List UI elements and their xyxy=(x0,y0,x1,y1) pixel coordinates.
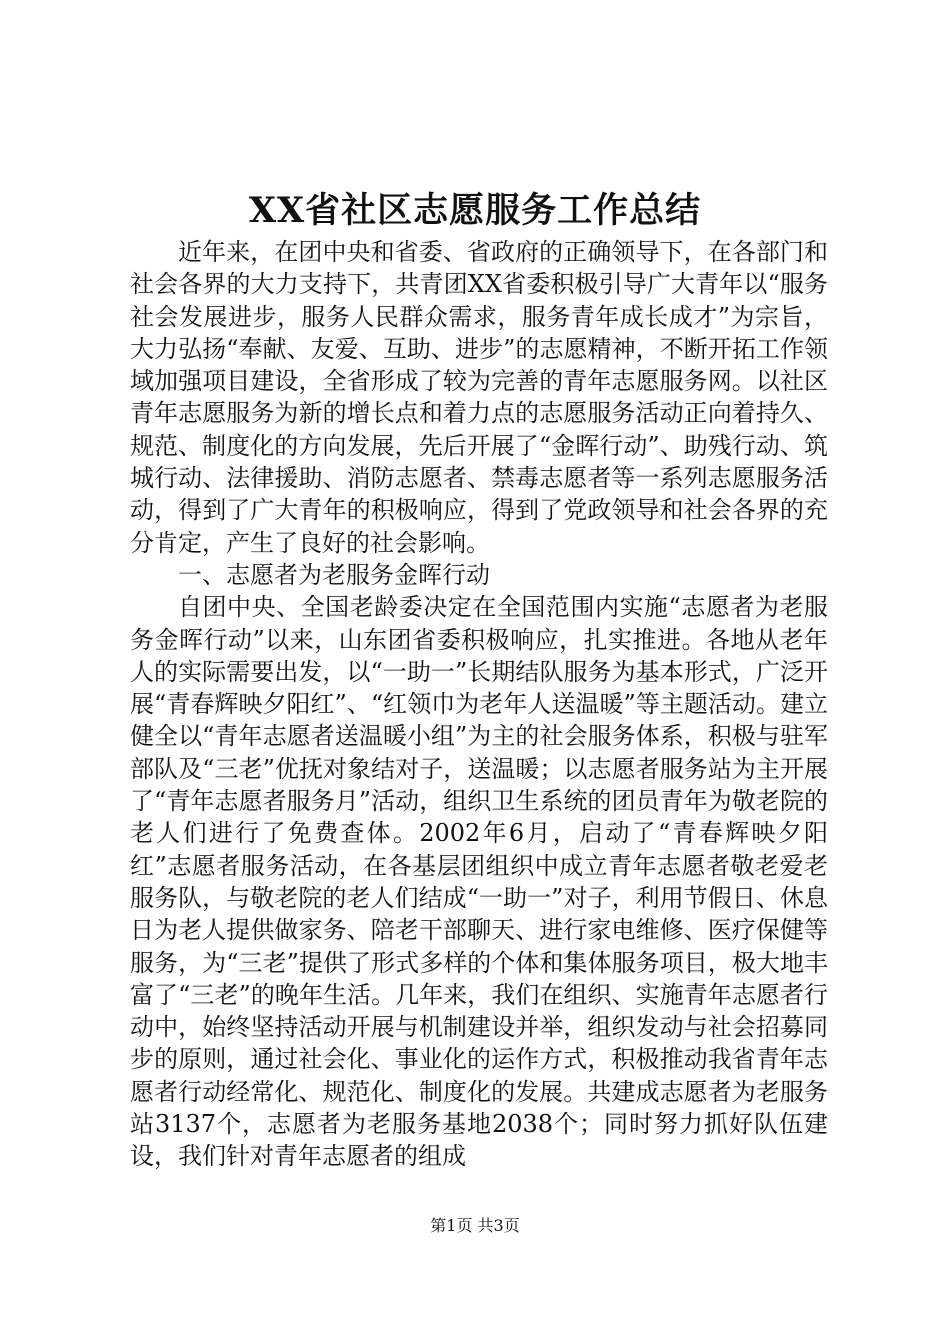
page-number-footer: 第1页 共3页 xyxy=(430,1216,520,1235)
document-title: XX省社区志愿服务工作总结 xyxy=(248,190,702,231)
body-paragraph: 自团中央、全国老龄委决定在全国范围内实施“志愿者为老服务金晖行动”以来，山东团省委积极响应，扎实推进。各地从老年人的实际需要出发，以“一助一”长期结队服务为基本形式，广泛开展“青春辉映夕阳红”、“红领巾为老年人送温暖”等主题活动。建立健全以“青年志愿者送温暖小组”为主的社会服务体系，积极与驻军部队及“三老”优抚对象结对子，送温暖；以志愿者服务站为主开展了“青年志愿者服务月”活动，组织卫生系统的团员青年为敬老院的老人们进行了免费查体。2002年6月，启动了“青春辉映夕阳红”志愿者服务活动，在各基层团组织中成立青年志愿者敬老爱老服务队，与敬老院的老人们结成“一助一”对子，利用节假日、休息日为老人提供做家务、陪老干部聊天、进行家电维修、医疗保健等服务，为“三老”提供了形式多样的个体和集体服务项目，极大地丰富了“三老”的晚年生活。几年来，我们在组织、实施青年志愿者行动中，始终坚持活动开展与机制建设并举，组织发动与社会招募同步的原则，通过社会化、事业化的运作方式，积极推动我省青年志愿者行动经常化、规范化、制度化的发展。共建成志愿者为老服务站3137个，志愿者为老服务基地2038个；同时努力抓好队伍建设，我们针对青年志愿者的组成 xyxy=(130,593,828,1171)
document-body xyxy=(130,236,828,1173)
section-heading: 一、志愿者为老服务金晖行动 xyxy=(178,560,490,589)
intro-paragraph: 近年来，在团中央和省委、省政府的正确领导下，在各部门和社会各界的大力支持下，共青团XX省委积极引导广大青年以“服务社会发展进步，服务人民群众需求，服务青年成长成才”为宗旨，大力弘扬“奉献、友爱、互助、进步”的志愿精神，不断开拓工作领域加强项目建设，全省形成了较为完善的青年志愿服务网。以社区青年志愿服务为新的增长点和着力点的志愿服务活动正向着持久、规范、制度化的方向发展，先后开展了“金晖行动”、助残行动、筑城行动、法律援助、消防志愿者、禁毒志愿者等一系列志愿服务活动，得到了广大青年的积极响应，得到了党政领导和社会各界的充分肯定，产生了良好的社会影响。 xyxy=(130,238,828,557)
